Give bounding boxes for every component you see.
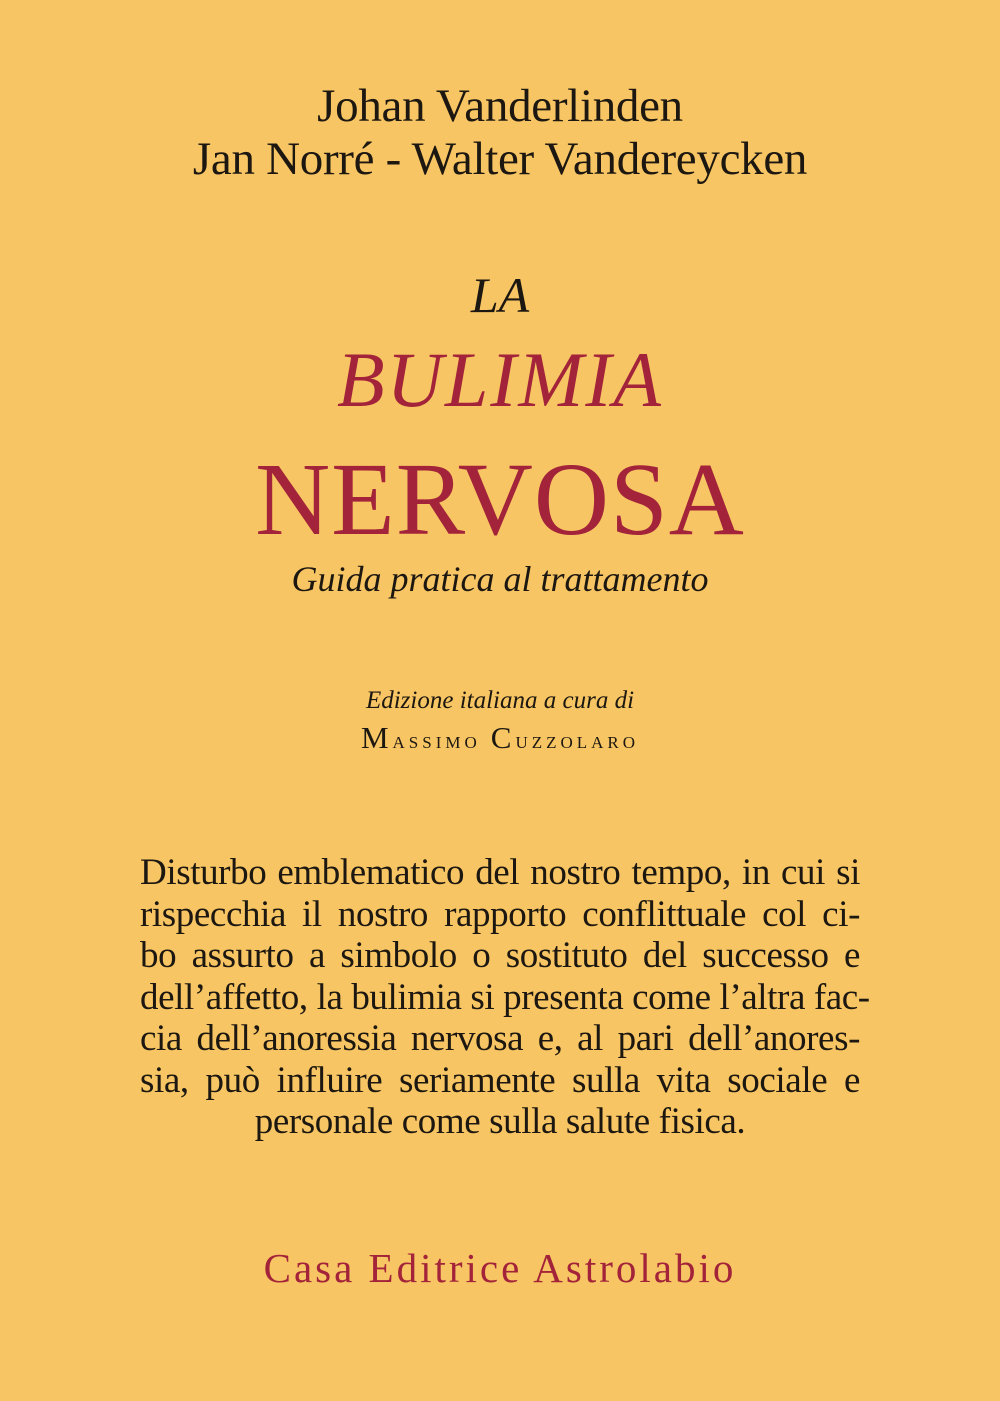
author-line-2: Jan Norré - Walter Vandereycken <box>192 133 808 185</box>
blurb-line: Disturbo emblematico del nostro tempo, in cui si <box>140 852 860 893</box>
publisher: Casa Editrice Astrolabio <box>263 1245 737 1291</box>
blurb-line: bo assurto a simbolo o sostituto del successo e <box>140 935 860 976</box>
blurb-line: sia, può influire seriamente sulla vita sociale e <box>140 1059 860 1101</box>
title-article: LA <box>470 267 530 323</box>
title-line-2: NERVOSA <box>255 442 745 557</box>
blurb-line: rispecchia il nostro rapporto conflittuale col ci- <box>140 893 860 935</box>
editor-last-initial: C <box>490 720 516 755</box>
blurb-line: personale come sulla salute fisica. <box>254 1101 746 1142</box>
editor-first-initial: M <box>360 720 393 755</box>
editor-first-rest: assimo <box>392 728 481 754</box>
title-line-1: BULIMIA <box>337 336 663 423</box>
authors <box>0 80 1000 186</box>
edition-note: Edizione italiana a cura di <box>365 687 635 714</box>
blurb <box>140 852 870 1143</box>
editor-last-rest: uzzolaro <box>515 728 640 754</box>
blurb-line: dell’affetto, la bulimia si presenta come l’altra fac- <box>140 976 870 1018</box>
editor-name <box>0 720 1000 759</box>
subtitle: Guida pratica al trattamento <box>291 559 709 599</box>
blurb-line: cia dell’anoressia nervosa e, al pari dell’anores- <box>140 1018 860 1059</box>
author-line-1: Johan Vanderlinden <box>317 80 683 132</box>
